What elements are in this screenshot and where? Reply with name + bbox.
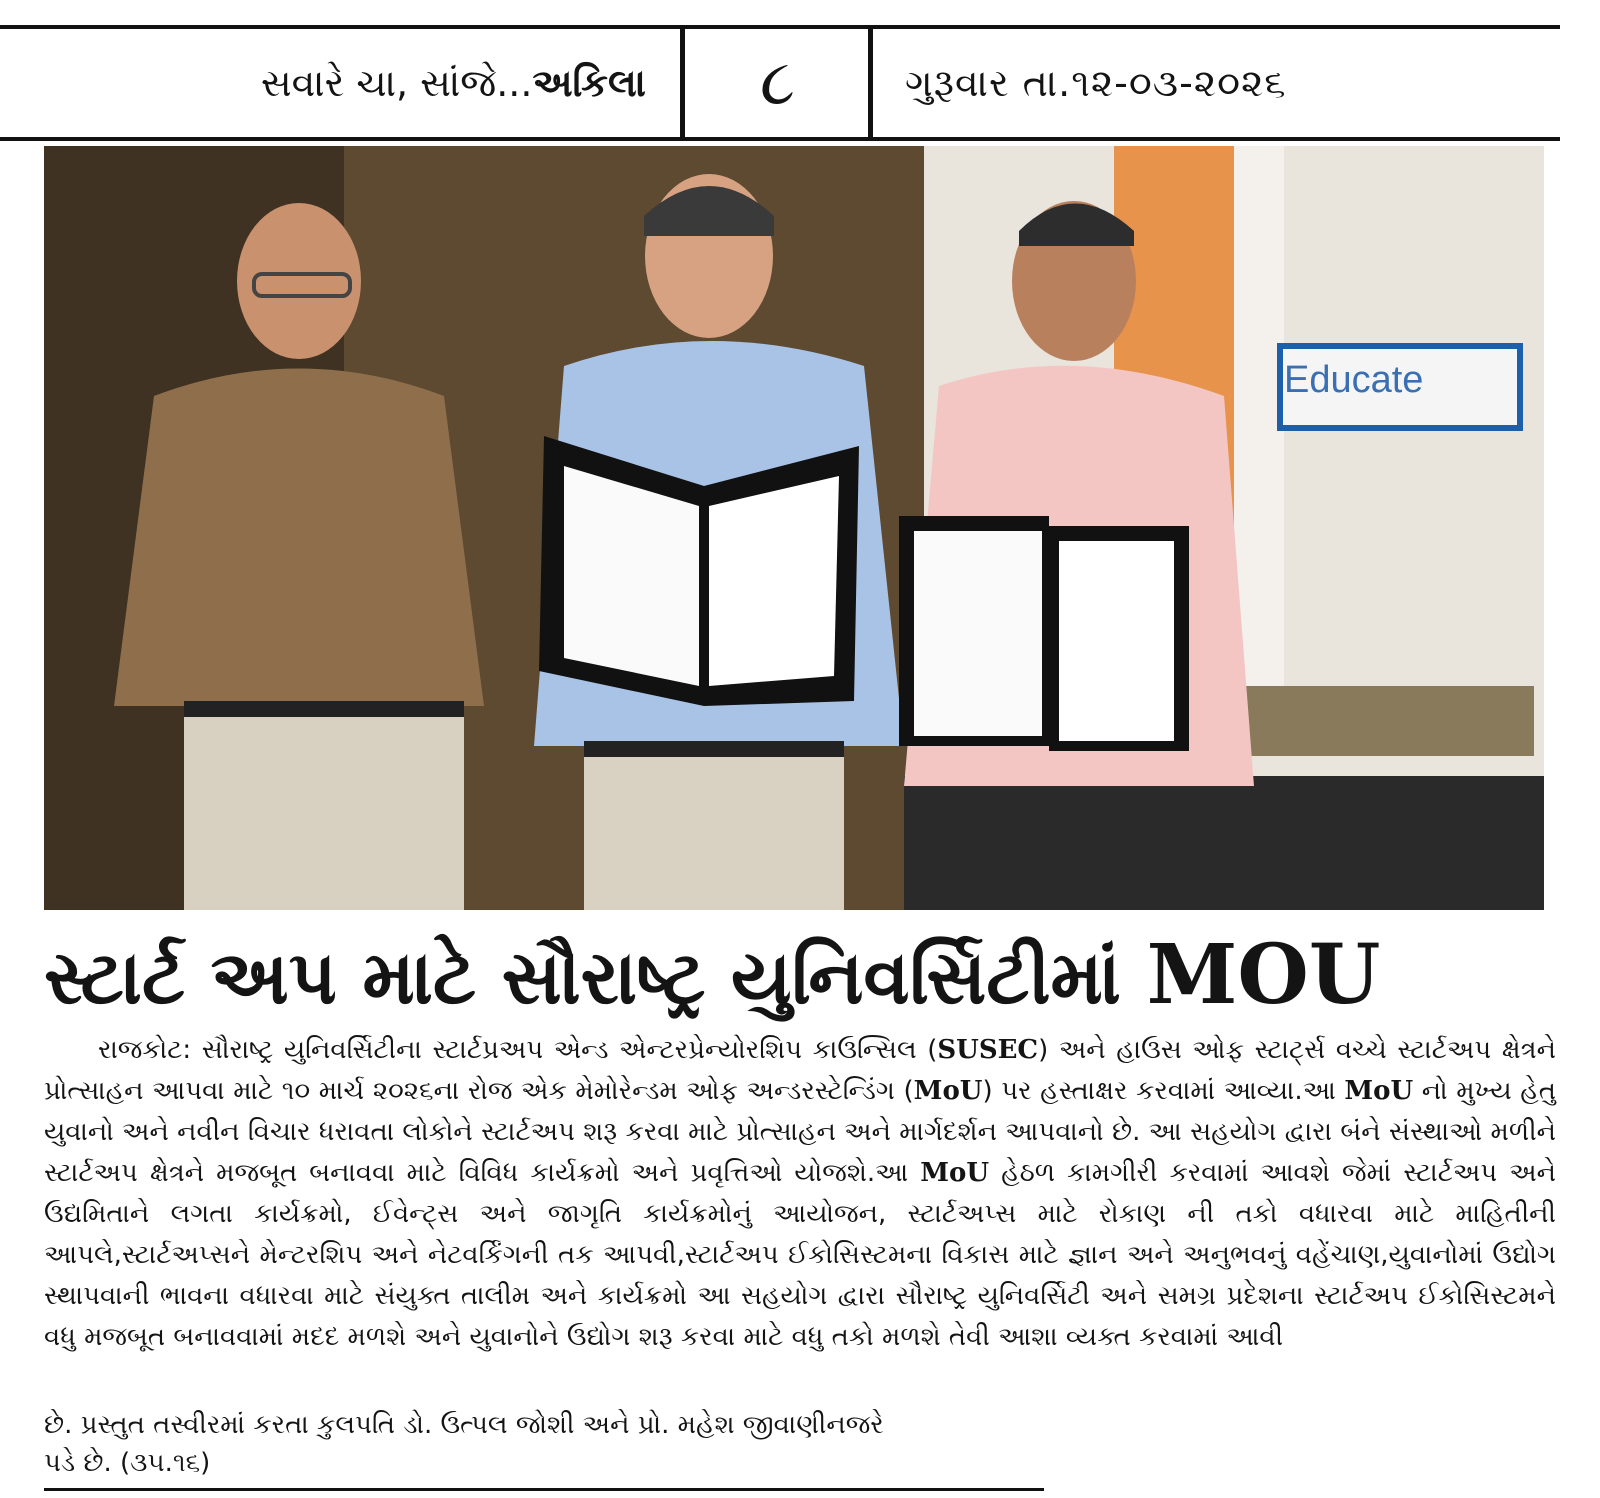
article-body — [44, 1030, 1556, 1358]
news-photo — [44, 146, 1544, 910]
educate-sign: Educate — [1284, 359, 1424, 401]
page-number: ૮ — [759, 46, 796, 120]
tail-line: છે. પ્રસ્તુત તસ્વીરમાં કરતા કુલપતિ ડો. ઉત્પલ જોશી અને પ્રો. મહેશ જીવાણીનજરે — [44, 1410, 884, 1440]
article-tail — [44, 1406, 1144, 1482]
slogan-text: સવારે ચા, સાંજે... — [260, 60, 533, 105]
tail-line: પડે છે. (૩૫.૧૬) — [44, 1448, 211, 1478]
masthead — [0, 25, 1560, 141]
body-segment: ) પર હસ્તાક્ષર કરવામાં આવ્યા.આ — [982, 1076, 1345, 1106]
photo-illustration — [44, 146, 1544, 910]
body-acronym: MoU — [1344, 1076, 1414, 1106]
headline-mou: MOU — [1146, 927, 1381, 1023]
body-acronym: MoU — [920, 1158, 990, 1188]
issue-date: ગુરૂવાર તા.૧૨-૦૩-૨૦૨૬ — [905, 60, 1287, 105]
masthead-divider — [680, 25, 685, 141]
body-acronym: SUSEC — [937, 1035, 1039, 1065]
body-acronym: MoU — [913, 1076, 983, 1106]
masthead-slogan — [0, 29, 680, 137]
body-segment: હેઠળ કામગીરી કરવામાં આવશે જેમાં સ્ટાર્ટઅપ અને ઉદ્યમિતાને લગતા કાર્યક્રમો, ઈવેન્ટ્સ અને જાગૃતિ કાર્યક્રમોનું આયોજન, સ્ટાર્ટઅપ્સ માટે રોકાણ ની તકો વધારવા માટે માહિતીની આપલે,સ્ટાર્ટઅપ્સને મેન્ટરશિપ અને નેટવર્કિંગની તક આપવી,સ્ટાર્ટઅપ ઈકોસિસ્ટમના વિકાસ માટે જ્ઞાન અને અનુભવનું વહેંચાણ,યુવાનોમાં ઉદ્યોગ સ્થાપવાની ભાવના વધારવા માટે સંયુક્ત તાલીમ અને કાર્યક્રમો આ સહયોગ દ્વારા સૌરાષ્ટ્ર યુનિવર્સિટી અને સમગ્ર પ્રદેશના સ્ટાર્ટઅપ ઈકોસિસ્ટમને વધુ મજબૂત બનાવવામાં મદદ મળશે અને યુવાનોને ઉદ્યોગ શરૂ કરવા માટે વધુ તકો મળશે તેવી આશા વ્યક્ત કરવામાં આવી — [44, 1158, 1556, 1352]
body-segment: રાજકોટ: સૌરાષ્ટ્ર યુનિવર્સિટીના સ્ટાર્ટપ્રઅપ એન્ડ એન્ટરપ્રેન્યોરશિપ કાઉન્સિલ ( — [98, 1035, 938, 1065]
brand-name: અકિલા — [532, 60, 646, 105]
body-segment: નો મુખ્ય હેતુ યુવાનો અને નવીન વિચાર ધરાવતા લોકોને સ્ટાર્ટઅપ શરૂ કરવા માટે પ્રોત્સાહન અને માર્ગદર્શન આપવાનો છે. આ સહયોગ દ્વારા બંને સંસ્થાઓ મળીને સ્ટાર્ટઅપ ક્ષેત્રને મજબૂત બનાવવા માટે વિવિધ કાર્યક્રમો અને પ્રવૃત્તિઓ યોજશે.આ — [44, 1076, 1557, 1188]
headline — [44, 925, 1554, 1025]
bottom-rule — [44, 1488, 1044, 1491]
headline-gujarati: સ્ટાર્ટ અપ માટે સૌરાષ્ટ્ર યુનિવર્સિટીમાં — [44, 935, 1121, 1021]
masthead-divider — [868, 25, 873, 141]
body-segment: ) અને હાઉસ ઓફ સ્ટાર્ટ્સ વચ્ચે સ્ટાર્ટઅપ ક્ષેત્રને પ્રોત્સાહન આપવા માટે ૧૦ માર્ચ ૨૦૨૬ના રોજ એક મેમોરેન્ડમ ઓફ અન્ડરસ્ટેન્ડિંગ ( — [44, 1035, 1556, 1106]
